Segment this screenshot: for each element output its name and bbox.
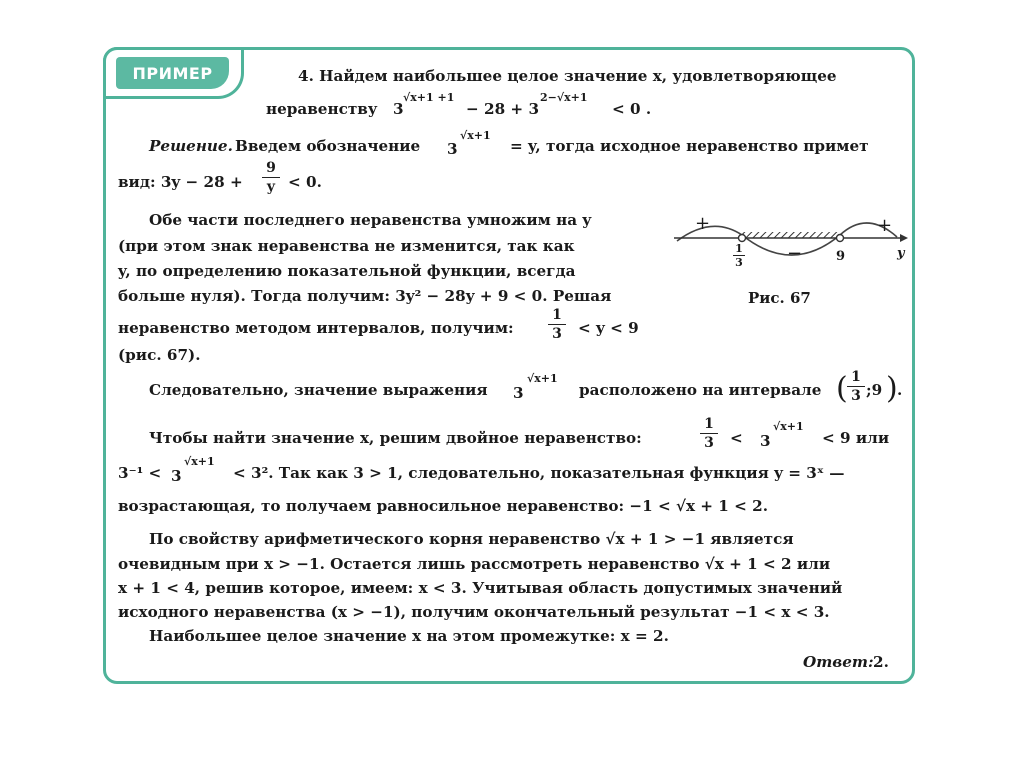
fraction-numerator: 1 — [735, 242, 743, 255]
p4-end: < 9 или — [822, 429, 890, 447]
figure-left-point-label — [733, 243, 745, 268]
fraction-denominator: 3 — [735, 256, 743, 269]
fraction-numerator: 1 — [851, 369, 861, 385]
fraction-denominator: 3 — [851, 388, 861, 404]
p3-text-2: расположено на интервале — [579, 381, 822, 399]
right-open-point — [837, 235, 844, 242]
task-ineq-exp2: 2−√x+1 — [540, 91, 588, 104]
task-line-1: 4. Найдем наибольшее целое значение x, удовлетворяющее — [298, 67, 837, 85]
solution-l1-base: 3 — [447, 140, 458, 158]
fraction-denominator: y — [266, 179, 276, 195]
p5-rest: < 3². Так как 3 > 1, следовательно, показательная функция y = 3ˣ — — [233, 464, 845, 482]
task-ineq-base1: 3 — [393, 100, 404, 118]
example-badge — [103, 47, 244, 99]
p5-exp: √x+1 — [184, 455, 215, 468]
p3-text: Следовательно, значение выражения — [149, 381, 488, 399]
solution-interval-hatch — [742, 232, 840, 238]
fraction-denominator: 3 — [552, 326, 562, 342]
p7-line-1: По свойству арифметического корня неравенство √x + 1 > −1 является — [149, 530, 794, 548]
figure-axis-label: y — [897, 246, 905, 261]
p5-base: 3 — [171, 467, 182, 485]
p2-line-4: больше нуля). Тогда получим: 3y² − 28y + 9 < 0. Решая — [118, 287, 612, 305]
p3-interval-end: ;9 — [866, 381, 883, 399]
p3-fraction — [847, 369, 865, 404]
fraction-9-over-y — [262, 160, 280, 195]
p2-line-6: (рис. 67). — [118, 346, 201, 364]
answer-label: Ответ: — [803, 653, 874, 671]
p4-text: Чтобы найти значение x, решим двойное неравенство: — [149, 429, 642, 447]
fraction-numerator: 9 — [266, 160, 276, 176]
axis-arrow-icon — [900, 234, 908, 242]
p3-open-paren: ( — [836, 371, 848, 406]
p2-line-1: Обе части последнего неравенства умножим на y — [149, 211, 592, 229]
p4-base: 3 — [760, 432, 771, 450]
solution-l1-rest: = y, тогда исходное неравенство примет — [510, 137, 869, 155]
fraction-numerator: 1 — [552, 307, 562, 323]
p4-exp: √x+1 — [773, 420, 804, 433]
task-ineq-exp1: √x+1 +1 — [403, 91, 455, 104]
fraction-numerator: 1 — [704, 416, 714, 432]
solution-label: Решение. — [149, 137, 233, 155]
task-ineq-end: < 0 . — [612, 100, 652, 118]
p6-line: возрастающая, то получаем равносильное неравенство: −1 < √x + 1 < 2. — [118, 497, 769, 515]
p2-line-2: (при этом знак неравенства не изменится, так как — [118, 237, 575, 255]
p8-line: Наибольшее целое значение x на этом промежутке: x = 2. — [149, 627, 669, 645]
task-ineq-mid: − 28 + 3 — [466, 100, 540, 118]
p4-lt: < — [730, 429, 743, 447]
figure-plus-right: + — [877, 215, 893, 236]
p3-base: 3 — [513, 384, 524, 402]
task-line-2-label: неравенству — [266, 100, 378, 118]
solution-l1-exp: √x+1 — [460, 129, 491, 142]
fraction-one-third — [548, 307, 566, 342]
figure-caption: Рис. 67 — [748, 289, 811, 307]
left-open-point — [739, 235, 746, 242]
p3-close-paren: ) — [886, 371, 898, 406]
fraction-denominator: 3 — [704, 435, 714, 451]
p7-line-2: очевидным при x > −1. Остается лишь рассмотреть неравенство √x + 1 < 2 или — [118, 555, 831, 573]
answer-value: 2. — [873, 653, 889, 671]
solution-l2-end: < 0. — [288, 173, 322, 191]
figure-minus: − — [787, 243, 803, 264]
p2-line-5: неравенство методом интервалов, получим: — [118, 319, 514, 337]
example-badge-label: ПРИМЕР — [132, 63, 213, 83]
p2-line-5-end: < y < 9 — [578, 319, 639, 337]
p7-line-4: исходного неравенства (x > −1), получим окончательный результат −1 < x < 3. — [118, 603, 830, 621]
p5-start: 3⁻¹ < — [118, 464, 162, 482]
solution-l2-text: вид: 3y − 28 + — [118, 173, 243, 191]
p2-line-3: y, по определению показательной функции, всегда — [118, 262, 576, 280]
solution-l1-text: Введем обозначение — [235, 137, 421, 155]
figure-plus-left: + — [695, 213, 711, 234]
p3-period: . — [897, 381, 903, 399]
p7-line-3: x + 1 < 4, решив которое, имеем: x < 3. Учитывая область допустимых значений — [118, 579, 843, 597]
p3-exp: √x+1 — [527, 372, 558, 385]
p4-fraction — [700, 416, 718, 451]
figure-right-point-label: 9 — [836, 249, 846, 264]
